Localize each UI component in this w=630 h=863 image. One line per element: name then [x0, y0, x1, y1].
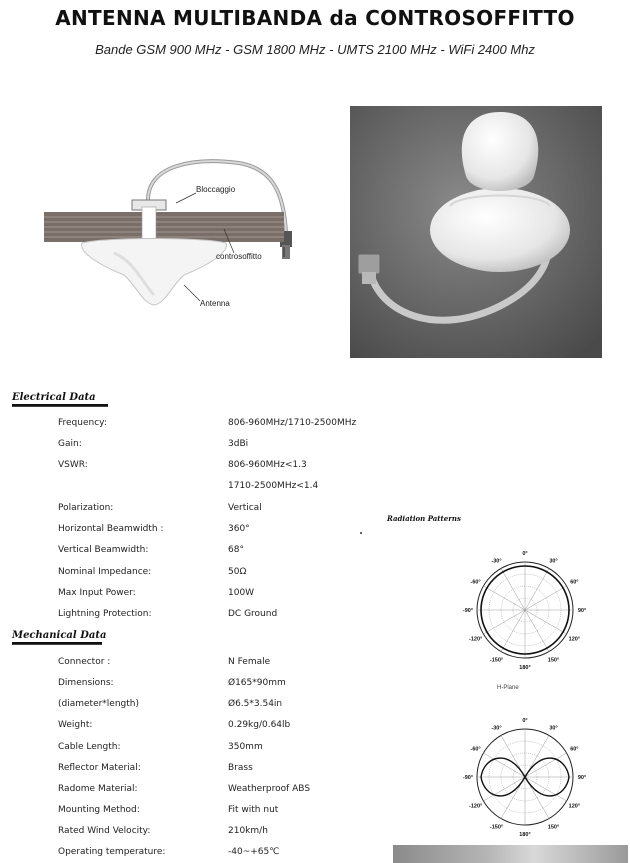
v-plane-angle-label: 60°	[570, 746, 579, 753]
v-plane-angle-label: 0°	[522, 718, 528, 724]
v-plane-angle-label: -150°	[489, 824, 504, 831]
spec-value: Vertical	[228, 503, 262, 513]
h-plane-grid-spoke	[501, 568, 525, 610]
spec-value: Brass	[228, 763, 253, 773]
v-plane-angle-label: 180°	[519, 832, 531, 838]
h-plane-grid-spoke	[501, 610, 525, 652]
h-plane-grid-spoke	[525, 610, 549, 652]
page-title: ANTENNA MULTIBANDA da CONTROSOFFITTO	[55, 6, 575, 30]
spec-value: N Female	[228, 657, 271, 667]
spec-label: (diameter*length)	[58, 699, 140, 709]
stray-dot	[360, 532, 362, 534]
spec-row	[0, 567, 400, 581]
spec-row	[0, 678, 400, 692]
h-plane-angle-label: -150°	[489, 657, 504, 664]
spec-value: 806-960MHz/1710-2500MHz	[228, 418, 357, 428]
label-antenna: Antenna	[200, 299, 230, 308]
spec-label: Radome Material:	[58, 784, 138, 794]
label-lock: Bloccaggio	[196, 185, 236, 194]
spec-label: Gain:	[58, 439, 82, 449]
h-plane-polar-chart	[448, 540, 608, 680]
electrical-underline-thin	[12, 406, 108, 407]
h-plane-grid-spoke	[483, 586, 525, 610]
h-plane-grid-spoke	[525, 610, 567, 634]
h-plane-label: H-Plane	[497, 685, 519, 691]
radiation-heading: Radiation Patterns	[387, 514, 461, 523]
spec-row	[0, 439, 400, 453]
spec-label: Max Input Power:	[58, 588, 136, 598]
h-plane-angle-label: 30°	[549, 558, 558, 565]
spec-label: Lightning Protection:	[58, 609, 152, 619]
v-plane-grid-spoke	[525, 753, 567, 777]
spec-value: 100W	[228, 588, 255, 598]
spec-label: VSWR:	[58, 460, 88, 470]
spec-row	[0, 784, 400, 798]
spec-value: Weatherproof ABS	[228, 784, 311, 794]
spec-row	[0, 742, 400, 756]
v-plane-angle-label: -30°	[491, 725, 502, 732]
spec-label: Vertical Beamwidth:	[58, 545, 149, 555]
spec-value: 50Ω	[228, 567, 247, 577]
v-plane-polar-chart	[448, 707, 608, 847]
spec-label: Rated Wind Velocity:	[58, 826, 151, 836]
spec-value: -40~+65℃	[228, 847, 280, 857]
spec-value: 3dBi	[228, 439, 249, 449]
spec-row	[0, 609, 400, 623]
spec-row	[0, 503, 400, 517]
product-photo	[350, 106, 602, 358]
product-photo-drawing	[350, 106, 602, 358]
electrical-heading: Electrical Data	[12, 392, 96, 403]
h-plane-angle-label: -90°	[462, 608, 474, 614]
spec-row	[0, 720, 400, 734]
spec-row	[0, 847, 400, 861]
label-ceiling: controsoffitto	[216, 252, 262, 261]
v-plane-angle-label: -60°	[470, 746, 481, 753]
spec-value: 210km/h	[228, 826, 268, 836]
v-plane-grid-spoke	[483, 777, 525, 801]
spec-value: DC Ground	[228, 609, 278, 619]
h-plane-angle-label: -60°	[470, 579, 481, 586]
spec-value: Ø6.5*3.54in	[228, 699, 283, 709]
h-plane-grid	[477, 562, 573, 658]
h-plane-grid-spoke	[525, 568, 549, 610]
spec-value: 360°	[228, 524, 250, 534]
spec-value: 806-960MHz<1.3	[228, 460, 307, 470]
spec-value: 0.29kg/0.64lb	[228, 720, 291, 730]
v-plane-grid-spoke	[525, 777, 567, 801]
spec-label: Dimensions:	[58, 678, 114, 688]
spec-row	[0, 699, 400, 713]
spec-row	[0, 657, 400, 671]
v-plane-angle-label: 90°	[577, 775, 587, 781]
spec-row	[0, 826, 400, 840]
v-plane-angle-label: 30°	[549, 725, 558, 732]
page-subtitle: Bande GSM 900 MHz - GSM 1800 MHz - UMTS 2100 MHz - WiFi 2400 Mhz	[95, 42, 535, 57]
h-plane-grid-spoke	[483, 610, 525, 634]
spec-label: Frequency:	[58, 418, 107, 428]
spec-label: Mounting Method:	[58, 805, 140, 815]
h-plane-angle-label: 60°	[570, 579, 579, 586]
h-plane-angle-label: 180°	[519, 665, 531, 671]
spec-row	[0, 481, 400, 495]
installation-diagram-drawing	[44, 145, 324, 325]
h-plane-angle-label: -30°	[491, 558, 502, 565]
h-plane-angle-label: 150°	[547, 657, 560, 664]
installation-diagram	[44, 145, 324, 325]
mechanical-heading: Mechanical Data	[12, 630, 107, 641]
h-plane-angle-label: -120°	[469, 636, 483, 643]
v-plane-grid-spoke	[483, 753, 525, 777]
spec-label: Weight:	[58, 720, 93, 730]
bottom-photo-fragment	[393, 845, 628, 863]
v-plane-angle-label: -120°	[469, 803, 483, 810]
h-plane-angle-label: 120°	[568, 636, 581, 643]
spec-value: 350mm	[228, 742, 263, 752]
spec-label: Horizontal Beamwidth :	[58, 524, 164, 534]
spec-label: Polarization:	[58, 503, 114, 513]
spec-row	[0, 763, 400, 777]
spec-value: Fit with nut	[228, 805, 279, 815]
spec-row	[0, 418, 400, 432]
spec-label: Nominal Impedance:	[58, 567, 152, 577]
v-plane-angle-label: 120°	[568, 803, 581, 810]
v-plane-angle-label: 150°	[547, 824, 560, 831]
spec-label: Reflector Material:	[58, 763, 141, 773]
spec-value: Ø165*90mm	[228, 678, 286, 688]
spec-value: 68°	[228, 545, 244, 555]
h-plane-grid-spoke	[525, 586, 567, 610]
spec-row	[0, 588, 400, 602]
h-plane-angle-label: 90°	[577, 608, 587, 614]
spec-row	[0, 524, 400, 538]
spec-row	[0, 460, 400, 474]
spec-row	[0, 545, 400, 559]
spec-row	[0, 805, 400, 819]
mechanical-underline-thin	[12, 644, 102, 645]
h-plane-angle-label: 0°	[522, 551, 528, 557]
spec-value: 1710-2500MHz<1.4	[228, 481, 319, 491]
v-plane-angle-label: -90°	[462, 775, 474, 781]
spec-label: Cable Length:	[58, 742, 121, 752]
spec-label: Connector :	[58, 657, 111, 667]
spec-label: Operating temperature:	[58, 847, 166, 857]
